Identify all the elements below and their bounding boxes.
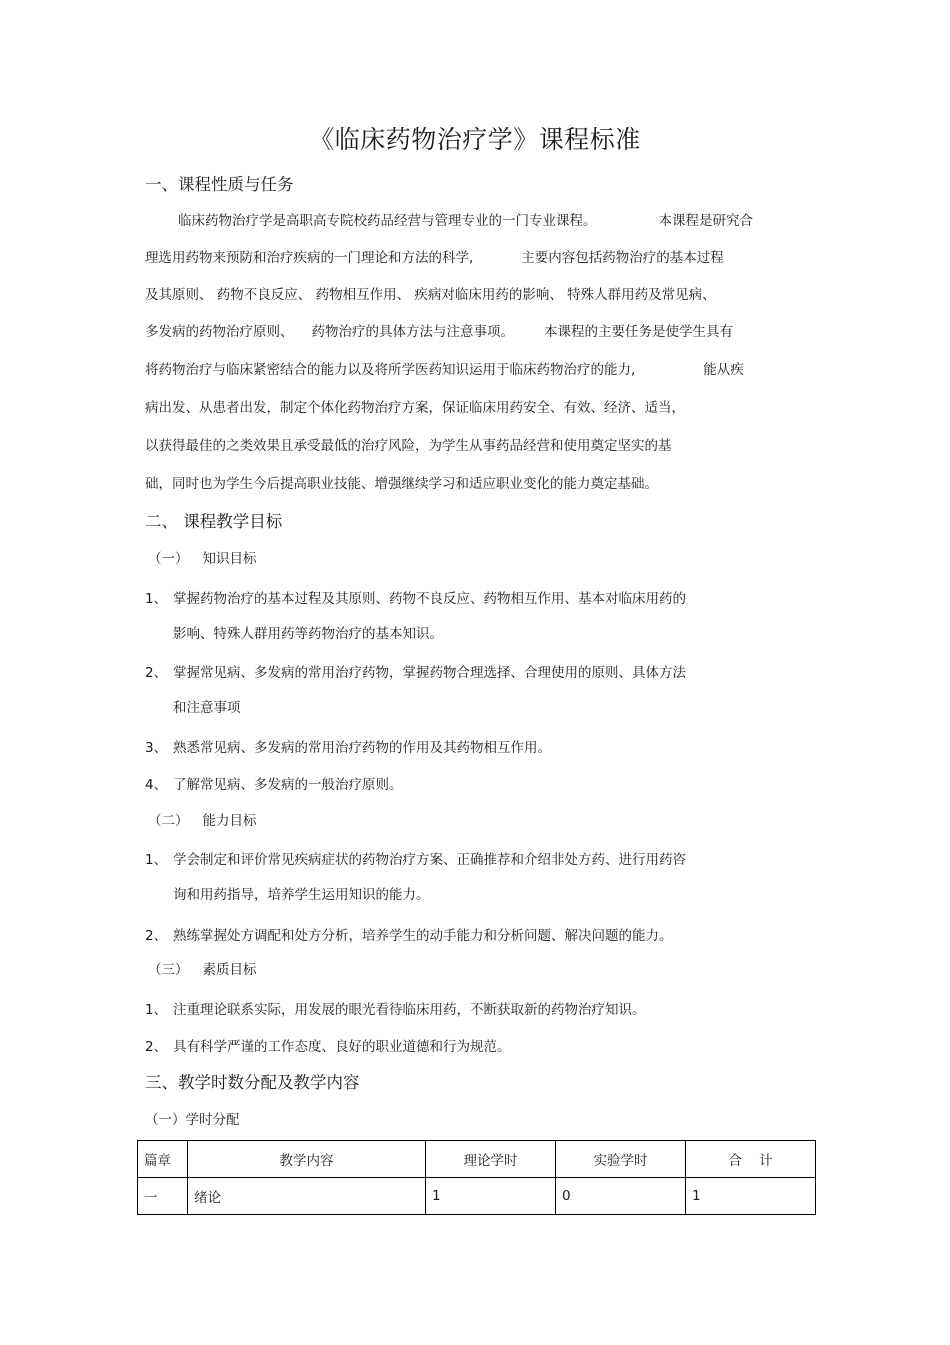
table-cell: 1 [686,1178,816,1215]
list-item-line: 和注意事项 [173,700,241,716]
list-item-line: 注重理论联系实际，用发展的眼光看待临床用药，不断获取新的药物治疗知识。 [173,1002,646,1018]
section-heading-3: 三、教学时数分配及教学内容 [145,1073,360,1092]
table-header-cell: 教学内容 [188,1141,426,1178]
subsection-label: （一） [148,551,189,567]
paragraph-line [145,248,724,268]
hours-table [137,1140,816,1215]
list-number: 2、 [145,665,168,681]
list-number: 1、 [145,852,168,868]
table-cell: 绪论 [188,1178,426,1215]
subsection-title: 素质目标 [202,962,257,978]
paragraph-line [145,285,716,305]
paragraph-line [145,398,685,418]
text-segment: 础，同时也为学生今后提高职业技能、增强继续学习和适应职业变化的能力奠定基础。 [145,476,658,492]
table-header-cell: 实验学时 [556,1141,686,1178]
paragraph-line [145,211,753,231]
section-heading-2: 二、 课程教学目标 [145,512,283,531]
subsection-title: 知识目标 [202,551,257,567]
paragraph-line [145,322,733,342]
paragraph-line [145,474,658,494]
list-number: 2、 [145,1039,168,1055]
table-cell: 一 [138,1178,188,1215]
subsection-label: （三） [148,962,189,978]
subsection-heading-ability [148,811,257,831]
table-header-cell: 篇章 [138,1141,188,1178]
list-item-line: 掌握药物治疗的基本过程及其原则、药物不良反应、药物相互作用、基本对临床用药的 [173,591,686,607]
paragraph-line [145,360,744,380]
list-item-line: 掌握常见病、多发病的常用治疗药物，掌握药物合理选择、合理使用的原则、具体方法 [173,665,686,681]
document-title: 《临床药物治疗学》课程标准 [309,125,641,154]
list-number: 2、 [145,928,168,944]
section-heading-1: 一、课程性质与任务 [145,175,294,194]
table-row [138,1178,816,1215]
list-number: 4、 [145,777,168,793]
list-item-line: 询和用药指导，培养学生运用知识的能力。 [173,887,430,903]
subsection-title: 能力目标 [202,813,257,829]
table-cell: 1 [426,1178,556,1215]
text-segment: 以获得最佳的之类效果且承受最低的治疗风险，为学生从事药品经营和使用奠定坚实的基 [145,438,672,454]
table-cell: 0 [556,1178,686,1215]
table-header-cell: 理论学时 [426,1141,556,1178]
text-segment: 主要内容包括药物治疗的基本过程 [521,250,724,266]
list-number: 1、 [145,591,168,607]
text-segment: 将药物治疗与临床紧密结合的能力以及将所学医药知识运用于临床药物治疗的能力, [145,362,636,378]
list-number: 1、 [145,1002,168,1018]
text-segment: 本课程是研究合 [658,213,753,229]
list-item-line: 熟悉常见病、多发病的常用治疗药物的作用及其药物相互作用。 [173,740,551,756]
list-item-line: 具有科学严谨的工作态度、良好的职业道德和行为规范。 [173,1039,511,1055]
text-segment: 及其原则、 药物不良反应、 药物相互作用、 疾病对临床用药的影响、 特殊人群用药及常见病、 [145,287,716,303]
subsection-heading-knowledge [148,549,257,569]
list-item-line: 影响、特殊人群用药等药物治疗的基本知识。 [173,626,443,642]
list-item-line: 了解常见病、多发病的一般治疗原则。 [173,777,403,793]
subsection-heading-hours: （一）学时分配 [145,1112,240,1128]
text-segment: 能从疾 [703,362,744,378]
list-item-line: 学会制定和评价常见疾病症状的药物治疗方案、正确推荐和介绍非处方药、进行用药咨 [173,852,686,868]
text-segment: 药物治疗的具体方法与注意事项。 [311,324,514,340]
table-header-row [138,1141,816,1178]
subsection-label: （二） [148,813,189,829]
subsection-heading-quality [148,960,257,980]
text-segment: 多发病的药物治疗原则、 [145,324,294,340]
paragraph-line [145,436,672,456]
table-header-cell: 合 计 [686,1141,816,1178]
list-number: 3、 [145,740,168,756]
text-segment: 理选用药物来预防和治疗疾病的一门理论和方法的科学, [145,250,474,266]
text-segment: 本课程的主要任务是使学生具有 [544,324,733,340]
list-item-line: 熟练掌握处方调配和处方分析，培养学生的动手能力和分析问题、解决问题的能力。 [173,928,673,944]
text-segment: 临床药物治疗学是高职高专院校药品经营与管理专业的一门专业课程。 [178,213,597,229]
text-segment: 病出发、从患者出发，制定个体化药物治疗方案，保证临床用药安全、有效、经济、适当， [145,400,685,416]
